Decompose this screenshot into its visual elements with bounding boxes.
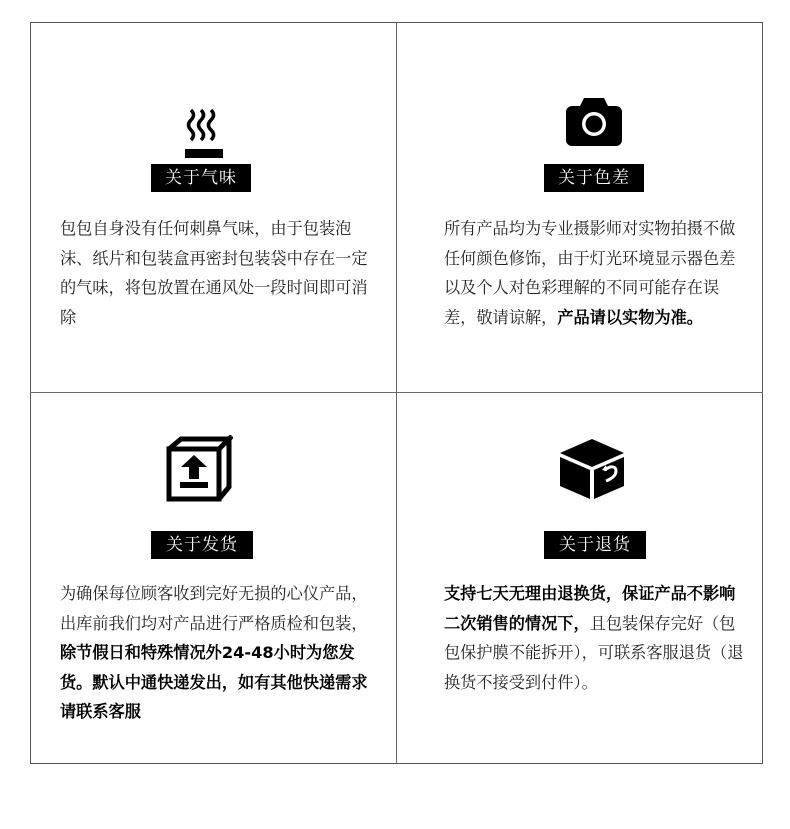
section-text-normal: 为确保每位顾客收到完好无损的心仪产品，出库前我们均对产品进行严格质检和包装， xyxy=(60,584,368,633)
section-title: 关于退货 xyxy=(544,531,646,559)
section-title: 关于发货 xyxy=(151,531,253,559)
package-up-icon xyxy=(165,435,233,507)
return-box-icon xyxy=(556,437,628,505)
section-text-normal: 所有产品均为专业摄影师对实物拍摄不做任何颜色修饰，由于灯光环境显示器色差以及个人对色彩理解的不同可能存在误差，敬请谅解， xyxy=(444,219,736,327)
section-text-bold: 产品请以实物为准。 xyxy=(557,307,703,327)
section-text xyxy=(444,579,744,697)
section-text-bold: 支持七天无理由退换货，保证产品不影响二次销售的情况下， xyxy=(444,584,736,633)
section-text-bold: 除节假日和特殊情况外24-48小时为您发货。默认中通快递发出，如有其他快递需求请联系客服 xyxy=(60,643,368,721)
section-shipping xyxy=(30,393,396,763)
section-smell xyxy=(30,22,396,392)
section-returns xyxy=(397,393,763,763)
section-text-normal: 且包装保存完好（包包保护膜不能拆开），可联系客服退货（退换货不接受到付件）。 xyxy=(444,613,744,692)
heat-steam-icon xyxy=(185,106,225,164)
section-text xyxy=(444,214,740,332)
section-text-normal: 包包自身没有任何刺鼻气味，由于包装泡沫、纸片和包装盒再密封包装袋中存在一定的气味，将包放置在通风处一段时间即可消除 xyxy=(60,219,368,327)
section-title: 关于色差 xyxy=(544,164,644,192)
section-title: 关于气味 xyxy=(151,164,251,192)
camera-icon xyxy=(566,96,622,150)
section-color xyxy=(397,22,763,392)
section-text xyxy=(60,579,380,727)
section-text xyxy=(60,214,378,332)
